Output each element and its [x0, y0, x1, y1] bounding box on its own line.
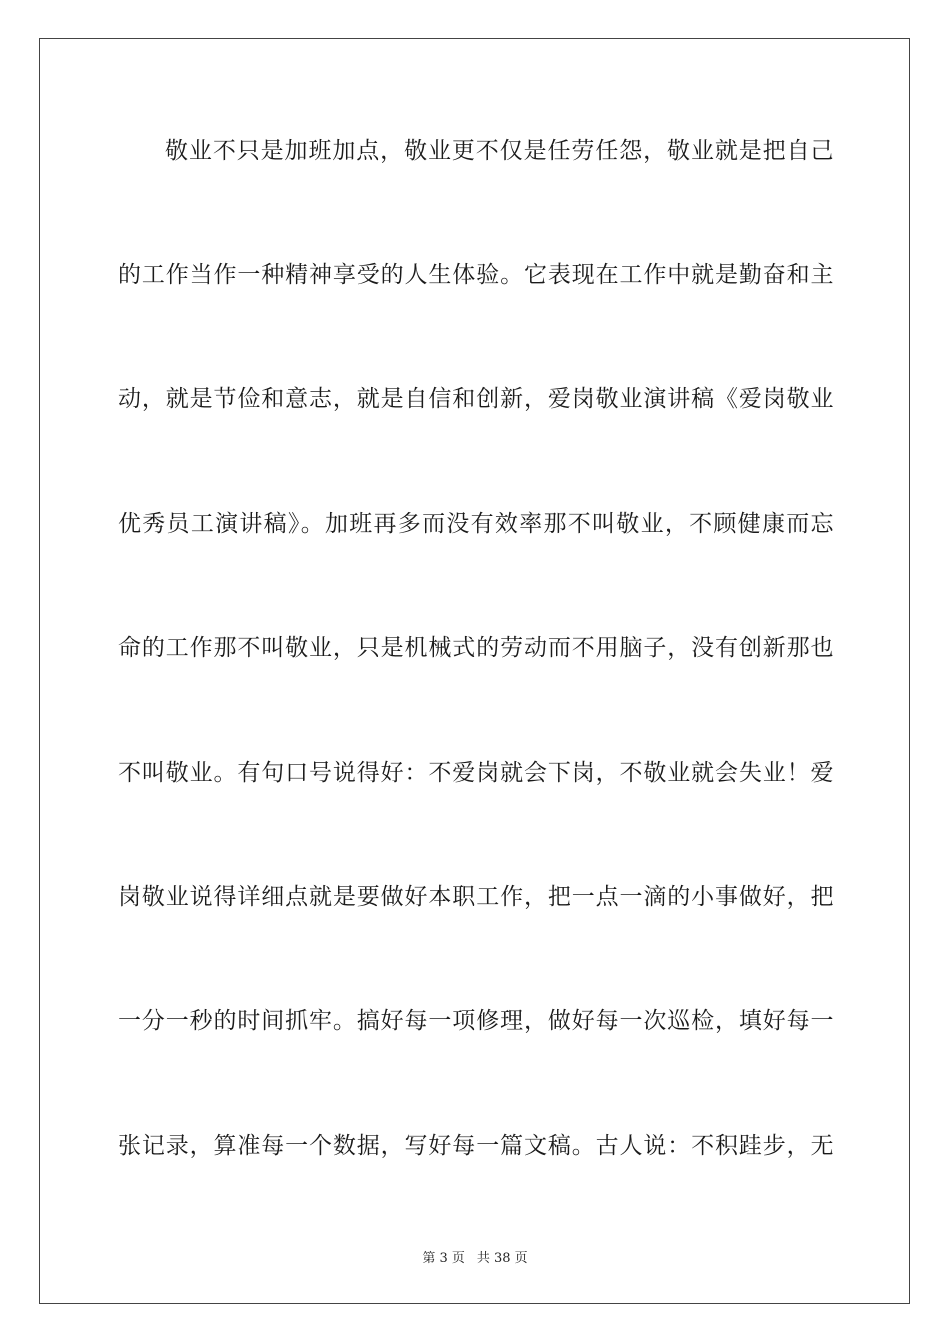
- text-line: 优秀员工演讲稿》。加班再多而没有效率那不叫敬业，不顾健康而忘: [118, 511, 834, 537]
- text-line: 张记录，算准每一个数据，写好每一篇文稿。古人说：不积跬步，无: [118, 1133, 834, 1159]
- page-border: [39, 38, 910, 1304]
- text-line: 岗敬业说得详细点就是要做好本职工作，把一点一滴的小事做好，把: [118, 884, 834, 910]
- text-line: 敬业不只是加班加点，敬业更不仅是任劳任怨，敬业就是把自己: [165, 138, 834, 164]
- page-total: 共 38 页: [476, 1251, 528, 1266]
- page-footer: [0, 1247, 950, 1266]
- text-line: 动，就是节俭和意志，就是自信和创新，爱岗敬业演讲稿《爱岗敬业: [118, 386, 834, 412]
- page-number: 第 3 页: [422, 1251, 465, 1266]
- text-line: 命的工作那不叫敬业，只是机械式的劳动而不用脑子，没有创新那也: [118, 635, 834, 661]
- text-line: 一分一秒的时间抓牢。搞好每一项修理，做好每一次巡检，填好每一: [118, 1008, 834, 1034]
- text-line: 的工作当作一种精神享受的人生体验。它表现在工作中就是勤奋和主: [118, 262, 834, 288]
- text-line: 不叫敬业。有句口号说得好：不爱岗就会下岗，不敬业就会失业！爱: [118, 760, 834, 786]
